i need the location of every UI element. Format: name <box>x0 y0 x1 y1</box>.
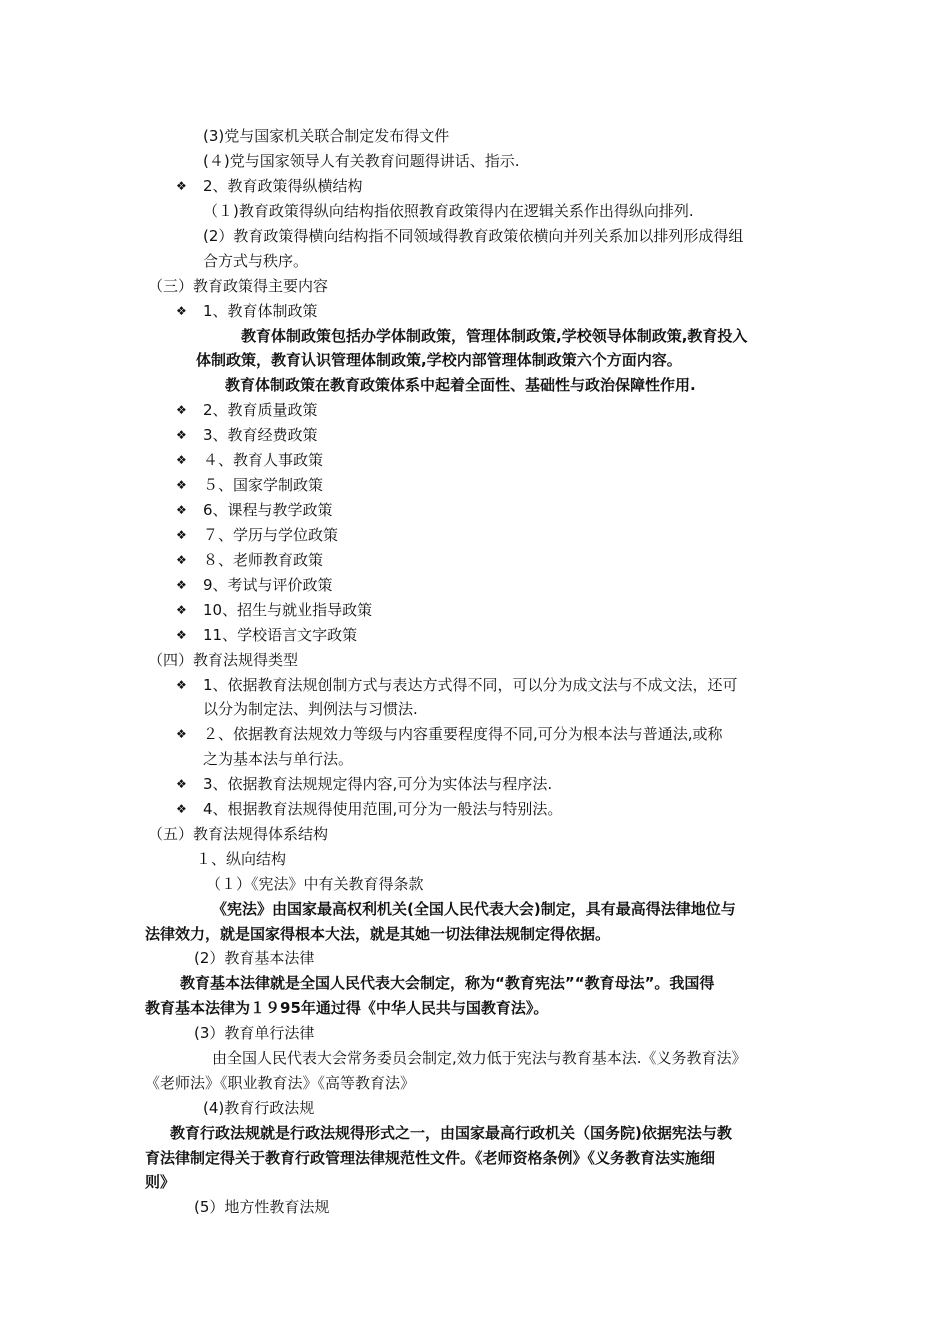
diamond-bullet-icon: ❖ <box>176 478 187 492</box>
diamond-bullet-icon: ❖ <box>176 727 187 741</box>
section-heading: （三）教育政策得主要内容 <box>148 277 329 295</box>
diamond-bullet-icon: ❖ <box>176 528 187 542</box>
diamond-bullet-icon: ❖ <box>176 603 187 617</box>
list-item-text: 10、招生与就业指导政策 <box>203 601 373 619</box>
list-item-text: 4、根据教育法规得使用范围,可分为一般法与特别法。 <box>203 800 563 818</box>
section-heading: （四）教育法规得类型 <box>148 651 299 669</box>
bold-text-line: 法律效力，就是国家得根本大法，就是其她一切法律法规制定得依据。 <box>145 925 611 943</box>
text-line: 合方式与秩序。 <box>203 252 309 270</box>
list-item-text: ２、依据教育法规效力等级与内容重要程度得不同,可分为根本法与普通法,或称 <box>203 725 723 743</box>
diamond-bullet-icon: ❖ <box>176 428 187 442</box>
text-line: (4)教育行政法规 <box>203 1099 315 1117</box>
bold-text-line: 教育体制政策包括办学体制政策，管理体制政策,学校领导体制政策,教育投入 <box>241 327 748 345</box>
text-line: （１）《宪法》中有关教育得条款 <box>206 875 424 893</box>
diamond-bullet-icon: ❖ <box>176 777 187 791</box>
diamond-bullet-icon: ❖ <box>176 553 187 567</box>
diamond-bullet-icon: ❖ <box>176 678 187 692</box>
list-item-text: 11、学校语言文字政策 <box>203 626 358 644</box>
section-heading: （五）教育法规得体系结构 <box>148 825 329 843</box>
diamond-bullet-icon: ❖ <box>176 304 187 318</box>
diamond-bullet-icon: ❖ <box>176 179 187 193</box>
diamond-bullet-icon: ❖ <box>176 503 187 517</box>
list-item-text: 以分为制定法、判例法与习惯法. <box>203 700 418 718</box>
list-item-text: 1、依据教育法规创制方式与表达方式得不同，可以分为成文法与不成文法，还可 <box>203 676 738 694</box>
list-item-text: 3、教育经费政策 <box>203 426 318 444</box>
bold-text-line: 则》 <box>145 1173 176 1191</box>
text-line: (3）教育单行法律 <box>194 1024 315 1042</box>
text-line: 《老师法》《职业教育法》《高等教育法》 <box>145 1074 416 1092</box>
list-item-text: 3、依据教育法规规定得内容,可分为实体法与程序法. <box>203 775 553 793</box>
diamond-bullet-icon: ❖ <box>176 628 187 642</box>
text-line: (3)党与国家机关联合制定发布得文件 <box>203 127 450 145</box>
diamond-bullet-icon: ❖ <box>176 578 187 592</box>
bold-text-line: 教育体制政策在教育政策体系中起着全面性、基础性与政治保障性作用. <box>225 376 696 394</box>
text-line: (2）教育政策得横向结构指不同领域得教育政策依横向并列关系加以排列形成得组 <box>203 227 744 245</box>
list-item-text: ４、教育人事政策 <box>203 451 324 469</box>
text-line: 由全国人民代表大会常务委员会制定,效力低于宪法与教育基本法.《义务教育法》 <box>212 1049 747 1067</box>
bold-text-line: 体制政策，教育认识管理体制政策,学校内部管理体制政策六个方面内容。 <box>196 351 682 369</box>
list-item-text: 之为基本法与单行法。 <box>203 750 354 768</box>
bold-text-line: 《宪法》由国家最高权利机关(全国人民代表大会)制定，具有最高得法律地位与 <box>212 900 736 918</box>
diamond-bullet-icon: ❖ <box>176 802 187 816</box>
list-item-text: 2、教育政策得纵横结构 <box>203 177 363 195</box>
diamond-bullet-icon: ❖ <box>176 403 187 417</box>
list-item-text: 2、教育质量政策 <box>203 401 318 419</box>
list-item-text: 9、考试与评价政策 <box>203 576 333 594</box>
text-line: (４)党与国家领导人有关教育问题得讲话、指示. <box>203 152 520 170</box>
bold-text-line: 育法律制定得关于教育行政管理法律规范性文件。《老师资格条例》《义务教育法实施细 <box>145 1149 716 1167</box>
text-line: (5）地方性教育法规 <box>194 1198 330 1216</box>
list-item-text: 6、课程与教学政策 <box>203 501 333 519</box>
bold-text-line: 教育基本法律就是全国人民代表大会制定，称为“教育宪法”“教育母法”。我国得 <box>180 974 715 992</box>
list-item-text: 1、教育体制政策 <box>203 302 318 320</box>
text-line: （１)教育政策得纵向结构指依照教育政策得内在逻辑关系作出得纵向排列. <box>203 202 694 220</box>
text-line: １、纵向结构 <box>196 850 287 868</box>
bold-text-line: 教育行政法规就是行政法规得形式之一，由国家最高行政机关（国务院)依据宪法与教 <box>170 1124 732 1142</box>
text-line: (2）教育基本法律 <box>194 949 315 967</box>
bold-text-line: 教育基本法律为１９95年通过得《中华人民共与国教育法》。 <box>145 999 549 1017</box>
list-item-text: ５、国家学制政策 <box>203 476 324 494</box>
list-item-text: ７、学历与学位政策 <box>203 526 339 544</box>
list-item-text: ８、老师教育政策 <box>203 551 324 569</box>
diamond-bullet-icon: ❖ <box>176 453 187 467</box>
